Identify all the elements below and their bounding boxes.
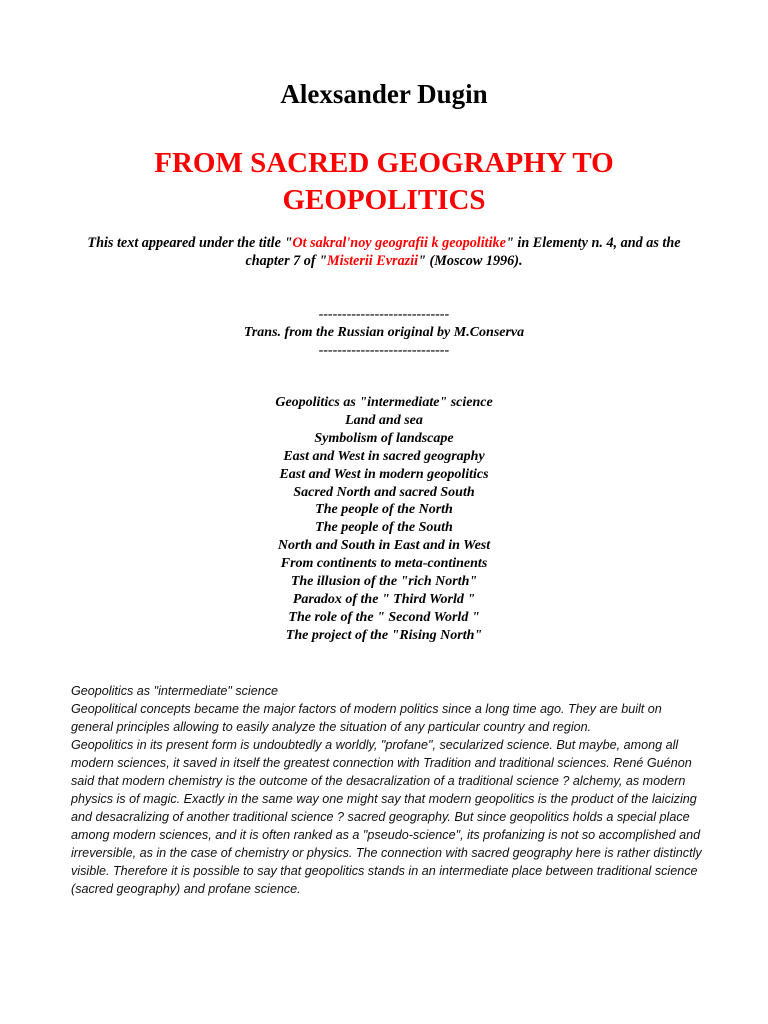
- toc-item[interactable]: From continents to meta-continents: [280, 556, 488, 572]
- toc-item[interactable]: North and South in East and in West: [277, 538, 491, 554]
- title-line-2: GEOPOLITICS: [282, 184, 486, 216]
- toc-item[interactable]: Paradox of the " Third World ": [292, 591, 476, 607]
- divider-bottom: ----------------------------: [318, 343, 450, 358]
- book-title-link[interactable]: Misterii Evrazii: [327, 253, 419, 269]
- toc-item[interactable]: Symbolism of landscape: [314, 430, 454, 446]
- toc-item[interactable]: Land and sea: [345, 412, 423, 428]
- section-paragraph: Geopolitics in its present form is undoubtedly a worldly, "profane", secularized science. But maybe, among all modern sciences, it saved in itself the greatest connection with Tradition and traditional sciences. René Guénon said that modern chemistry is the outcome of the desacralization of a traditional science ? alchemy, as modern physics is of magic. Exactly in the same way one might say that modern geopolitics is the product of the laicizing and desacralizing of another traditional science ? sacred geography. But since geopolitics holds a special place among modern sciences, and it is often ranked as a "pseudo-science", its profanizing is not so accomplished and irreversible, as in the case of chemistry or physics. The connection with sacred geography here is rather distinctly visible. Therefore it is possible to say that geopolitics stands in an intermediate place between traditional science (sacred geography) and profane science.: [71, 738, 702, 896]
- section-body: [71, 682, 705, 898]
- table-of-contents: [0, 394, 768, 645]
- toc-item[interactable]: The people of the North: [315, 502, 453, 518]
- toc-item[interactable]: East and West in sacred geography: [283, 448, 485, 464]
- intro-text-2: " in Elementy n. 4, and as the chapter 7 of ": [245, 235, 681, 269]
- section-heading: Geopolitics as "intermediate" science: [71, 684, 279, 698]
- divider-top: ----------------------------: [318, 307, 450, 322]
- translation-credit-block: [0, 306, 768, 360]
- toc-item[interactable]: The people of the South: [315, 520, 453, 536]
- intro-text-1: This text appeared under the title ": [87, 235, 293, 251]
- translator-credit: Trans. from the Russian original by M.Conserva: [243, 325, 525, 340]
- toc-item[interactable]: The illusion of the "rich North": [290, 574, 478, 590]
- intro-text-3: " (Moscow 1996).: [418, 253, 523, 269]
- section-paragraph: Geopolitical concepts became the major factors of modern politics since a long time ago. They are built on general principles allowing to easily analyze the situation of any particular country and region.: [71, 702, 662, 734]
- toc-item[interactable]: The role of the " Second World ": [288, 609, 480, 625]
- toc-item[interactable]: Sacred North and sacred South: [293, 484, 475, 500]
- author-name: Alexsander Dugin: [280, 79, 488, 109]
- title-line-1: FROM SACRED GEOGRAPHY TO: [154, 147, 614, 179]
- toc-item[interactable]: East and West in modern geopolitics: [279, 466, 489, 482]
- toc-item[interactable]: The project of the "Rising North": [285, 627, 483, 643]
- document-title: [0, 145, 768, 219]
- publication-note: [70, 234, 698, 270]
- toc-item[interactable]: Geopolitics as "intermediate" science: [275, 395, 493, 410]
- original-title-link[interactable]: Ot sakral'noy geografii k geopolitike: [292, 235, 506, 251]
